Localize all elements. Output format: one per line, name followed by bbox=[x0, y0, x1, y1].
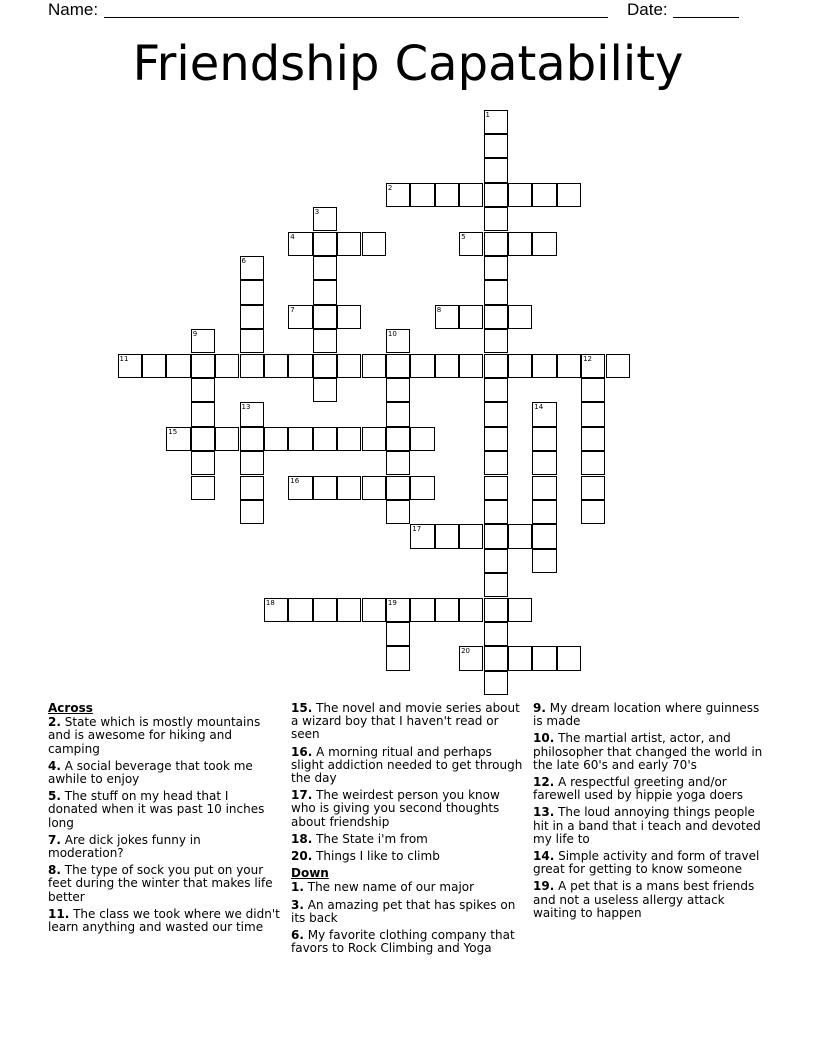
clue-number: 5 bbox=[461, 232, 466, 241]
grid-cell[interactable] bbox=[410, 598, 434, 622]
grid-cell[interactable] bbox=[581, 427, 605, 451]
grid-cell[interactable] bbox=[240, 451, 264, 475]
clue-number: 19. bbox=[533, 879, 555, 894]
clue-number: 14. bbox=[533, 849, 555, 864]
grid-cell[interactable] bbox=[288, 232, 312, 256]
grid-cell[interactable] bbox=[362, 427, 386, 451]
clue bbox=[291, 881, 527, 894]
grid-cell[interactable] bbox=[484, 329, 508, 353]
grid-cell[interactable] bbox=[410, 427, 434, 451]
clue-text: The stuff on my head that I donated when it was past 10 inches long bbox=[48, 789, 265, 830]
grid-cell[interactable] bbox=[313, 207, 337, 231]
grid-cell[interactable] bbox=[508, 305, 532, 329]
grid-cell[interactable] bbox=[459, 598, 483, 622]
grid-cell[interactable] bbox=[337, 476, 361, 500]
grid-cell[interactable] bbox=[240, 354, 264, 378]
grid-cell[interactable] bbox=[435, 354, 459, 378]
grid-cell[interactable] bbox=[508, 354, 532, 378]
grid-cell[interactable] bbox=[191, 329, 215, 353]
clue-column-3 bbox=[533, 702, 769, 924]
grid-cell[interactable] bbox=[484, 427, 508, 451]
grid-cell[interactable] bbox=[484, 451, 508, 475]
grid-cell[interactable] bbox=[532, 549, 556, 573]
grid-cell[interactable] bbox=[508, 646, 532, 670]
grid-cell[interactable] bbox=[557, 354, 581, 378]
grid-cell[interactable] bbox=[532, 427, 556, 451]
clue-number: 13. bbox=[533, 805, 555, 820]
grid-cell[interactable] bbox=[484, 280, 508, 304]
grid-cell[interactable] bbox=[532, 476, 556, 500]
grid-cell[interactable] bbox=[484, 158, 508, 182]
clue-number: 1 bbox=[485, 110, 490, 119]
grid-cell[interactable] bbox=[240, 476, 264, 500]
across-heading: Across bbox=[48, 701, 93, 715]
clue-text: The martial artist, actor, and philosopher that changed the world in the late 60's and early 70's bbox=[533, 731, 763, 772]
grid-cell[interactable] bbox=[337, 305, 361, 329]
grid-cell[interactable] bbox=[484, 378, 508, 402]
grid-cell[interactable] bbox=[142, 354, 166, 378]
clue bbox=[291, 899, 527, 925]
clue-number: 3 bbox=[314, 208, 320, 217]
grid-cell[interactable] bbox=[435, 524, 459, 548]
grid-cell[interactable] bbox=[410, 476, 434, 500]
grid-cell[interactable] bbox=[386, 378, 410, 402]
grid-cell[interactable] bbox=[484, 598, 508, 622]
down-heading: Down bbox=[291, 866, 329, 881]
grid-cell[interactable] bbox=[288, 305, 312, 329]
grid-cell[interactable] bbox=[435, 598, 459, 622]
clue-number: 15 bbox=[168, 427, 178, 436]
grid-cell[interactable] bbox=[508, 524, 532, 548]
grid-cell[interactable] bbox=[508, 598, 532, 622]
grid-cell[interactable] bbox=[313, 476, 337, 500]
grid-cell[interactable] bbox=[484, 549, 508, 573]
grid-cell[interactable] bbox=[459, 232, 483, 256]
grid-cell[interactable] bbox=[484, 207, 508, 231]
clue-number: 4 bbox=[290, 232, 295, 241]
grid-cell[interactable] bbox=[240, 427, 264, 451]
grid-cell[interactable] bbox=[313, 232, 337, 256]
grid-cell[interactable] bbox=[240, 305, 264, 329]
grid-cell[interactable] bbox=[166, 354, 190, 378]
grid-cell[interactable] bbox=[459, 305, 483, 329]
grid-cell[interactable] bbox=[313, 256, 337, 280]
clue-number: 11. bbox=[48, 906, 70, 921]
clue-number: 18 bbox=[265, 598, 275, 607]
clue-number: 2 bbox=[387, 183, 393, 192]
grid-cell[interactable] bbox=[313, 329, 337, 353]
clue bbox=[291, 702, 527, 742]
name-label: Name: bbox=[48, 0, 99, 19]
grid-cell[interactable] bbox=[288, 427, 312, 451]
grid-cell[interactable] bbox=[508, 232, 532, 256]
grid-cell[interactable] bbox=[459, 183, 483, 207]
grid-cell[interactable] bbox=[362, 232, 386, 256]
clue-text: A pet that is a mans best friends and not a useless allergy attack waiting to happen bbox=[533, 879, 755, 920]
clue-column-2 bbox=[291, 702, 527, 959]
clue-text: Things I like to climb bbox=[316, 849, 440, 864]
grid-cell[interactable] bbox=[386, 183, 410, 207]
clue-number: 18. bbox=[291, 831, 313, 846]
grid-cell[interactable] bbox=[337, 598, 361, 622]
grid-cell[interactable] bbox=[386, 451, 410, 475]
clue-number: 17. bbox=[291, 788, 313, 803]
grid-cell[interactable] bbox=[288, 476, 312, 500]
grid-cell[interactable] bbox=[532, 354, 556, 378]
clue-number: 16 bbox=[290, 476, 300, 485]
grid-cell[interactable] bbox=[484, 671, 508, 695]
grid-cell[interactable] bbox=[288, 598, 312, 622]
grid-cell[interactable] bbox=[557, 646, 581, 670]
grid-cell[interactable] bbox=[484, 622, 508, 646]
grid-cell[interactable] bbox=[532, 451, 556, 475]
page-title: Friendship Capatability bbox=[132, 36, 684, 92]
grid-cell[interactable] bbox=[313, 305, 337, 329]
grid-cell[interactable] bbox=[484, 256, 508, 280]
clue-text: A social beverage that took me awhile to enjoy bbox=[48, 758, 253, 787]
grid-cell[interactable] bbox=[264, 427, 288, 451]
grid-cell[interactable] bbox=[484, 646, 508, 670]
clue-text: The State i'm from bbox=[316, 831, 428, 846]
clue bbox=[48, 790, 280, 830]
grid-cell[interactable] bbox=[313, 598, 337, 622]
grid-cell[interactable] bbox=[386, 476, 410, 500]
clue bbox=[48, 760, 280, 786]
clue-text: My favorite clothing company that favors to Rock Climbing and Yoga bbox=[291, 928, 515, 956]
clue-number: 9. bbox=[533, 701, 546, 715]
grid-cell[interactable] bbox=[337, 354, 361, 378]
grid-cell[interactable] bbox=[240, 329, 264, 353]
clue-column-1 bbox=[48, 702, 280, 938]
grid-cell[interactable] bbox=[459, 354, 483, 378]
grid-cell[interactable] bbox=[191, 354, 215, 378]
grid-cell[interactable] bbox=[508, 183, 532, 207]
grid-cell[interactable] bbox=[435, 305, 459, 329]
clue bbox=[48, 716, 280, 756]
grid-cell[interactable] bbox=[386, 598, 410, 622]
clue-text: An amazing pet that has spikes on its back bbox=[291, 897, 516, 925]
clue-number: 11 bbox=[119, 354, 129, 363]
date-label: Date: bbox=[627, 0, 668, 19]
grid-cell[interactable] bbox=[191, 378, 215, 402]
clue-number: 10 bbox=[387, 330, 397, 339]
grid-cell[interactable] bbox=[532, 500, 556, 524]
clue-text: My dream location where guinness is made bbox=[533, 701, 760, 729]
clue-number: 20 bbox=[461, 647, 471, 656]
grid-cell[interactable] bbox=[484, 524, 508, 548]
clue-text: A respectful greeting and/or farewell used by hippie yoga doers bbox=[533, 775, 743, 803]
clue bbox=[533, 732, 769, 772]
grid-cell[interactable] bbox=[191, 427, 215, 451]
clue-number: 12 bbox=[583, 354, 593, 363]
grid-cell[interactable] bbox=[240, 256, 264, 280]
clue bbox=[533, 702, 769, 728]
grid-cell[interactable] bbox=[337, 427, 361, 451]
grid-cell[interactable] bbox=[532, 524, 556, 548]
clue-number: 9 bbox=[192, 330, 198, 339]
clue-number: 4. bbox=[48, 758, 61, 773]
clue-number: 16. bbox=[291, 744, 313, 759]
grid-cell[interactable] bbox=[118, 354, 142, 378]
clue-number: 5. bbox=[48, 789, 61, 804]
clue bbox=[533, 880, 769, 920]
grid-cell[interactable] bbox=[362, 476, 386, 500]
grid-cell[interactable] bbox=[240, 402, 264, 426]
clue-number: 20. bbox=[291, 849, 313, 864]
clue bbox=[291, 789, 527, 829]
grid-cell[interactable] bbox=[264, 354, 288, 378]
clue bbox=[533, 806, 769, 846]
grid-cell[interactable] bbox=[240, 500, 264, 524]
clue-text: A morning ritual and perhaps slight addiction needed to get through the day bbox=[291, 744, 523, 786]
clue-number: 14 bbox=[534, 403, 544, 412]
clue-text: State which is mostly mountains and is awesome for hiking and camping bbox=[48, 715, 261, 756]
clue-number: 7 bbox=[290, 305, 295, 314]
grid-cell[interactable] bbox=[191, 451, 215, 475]
grid-cell[interactable] bbox=[191, 476, 215, 500]
grid-cell[interactable] bbox=[386, 646, 410, 670]
grid-cell[interactable] bbox=[386, 622, 410, 646]
grid-cell[interactable] bbox=[459, 646, 483, 670]
grid-cell[interactable] bbox=[459, 524, 483, 548]
grid-cell[interactable] bbox=[484, 402, 508, 426]
grid-cell[interactable] bbox=[484, 134, 508, 158]
clue bbox=[291, 929, 527, 955]
grid-cell[interactable] bbox=[532, 646, 556, 670]
grid-cell[interactable] bbox=[386, 329, 410, 353]
grid-cell[interactable] bbox=[386, 354, 410, 378]
clue bbox=[48, 908, 280, 934]
clue-number: 17 bbox=[412, 525, 422, 534]
clue-text: The new name of our major bbox=[307, 880, 475, 895]
grid-cell[interactable] bbox=[410, 183, 434, 207]
clue-text: The type of sock you put on your feet during the winter that makes life better bbox=[48, 863, 273, 904]
grid-cell[interactable] bbox=[484, 354, 508, 378]
grid-cell[interactable] bbox=[313, 378, 337, 402]
clue-number: 12. bbox=[533, 775, 555, 790]
grid-cell[interactable] bbox=[484, 110, 508, 134]
grid-cell[interactable] bbox=[581, 378, 605, 402]
grid-cell[interactable] bbox=[484, 500, 508, 524]
clue-number: 6 bbox=[241, 256, 246, 265]
grid-cell[interactable] bbox=[386, 500, 410, 524]
grid-cell[interactable] bbox=[313, 427, 337, 451]
grid-cell[interactable] bbox=[215, 354, 239, 378]
grid-cell[interactable] bbox=[362, 354, 386, 378]
clue-text: The class we took where we didn't learn anything and wasted our time bbox=[48, 906, 280, 935]
grid-cell[interactable] bbox=[362, 598, 386, 622]
grid-cell[interactable] bbox=[386, 427, 410, 451]
grid-cell[interactable] bbox=[581, 451, 605, 475]
grid-cell[interactable] bbox=[606, 354, 630, 378]
grid-cell[interactable] bbox=[386, 402, 410, 426]
grid-cell[interactable] bbox=[532, 183, 556, 207]
clue bbox=[291, 833, 527, 846]
clue bbox=[291, 746, 527, 786]
grid-cell[interactable] bbox=[581, 402, 605, 426]
grid-cell[interactable] bbox=[313, 354, 337, 378]
grid-cell[interactable] bbox=[581, 476, 605, 500]
grid-cell[interactable] bbox=[484, 183, 508, 207]
clue-text: The weirdest person you know who is giving you second thoughts about friendship bbox=[291, 788, 500, 829]
grid-cell[interactable] bbox=[337, 232, 361, 256]
clue-number: 8 bbox=[436, 305, 442, 314]
grid-cell[interactable] bbox=[410, 524, 434, 548]
clue bbox=[48, 834, 280, 860]
grid-cell[interactable] bbox=[410, 354, 434, 378]
clue-number: 7. bbox=[48, 832, 61, 847]
grid-cell[interactable] bbox=[557, 183, 581, 207]
grid-cell[interactable] bbox=[581, 500, 605, 524]
clue bbox=[48, 864, 280, 904]
grid-cell[interactable] bbox=[288, 354, 312, 378]
grid-cell[interactable] bbox=[435, 183, 459, 207]
grid-cell[interactable] bbox=[240, 280, 264, 304]
clue-number: 13 bbox=[241, 403, 251, 412]
clue-text: The novel and movie series about a wizard boy that I haven't read or seen bbox=[291, 701, 520, 742]
grid-cell[interactable] bbox=[581, 354, 605, 378]
clue bbox=[533, 850, 769, 876]
clue-number: 1. bbox=[291, 880, 304, 895]
clue-number: 6. bbox=[291, 928, 304, 943]
clue-number: 3. bbox=[291, 897, 304, 912]
clue-number: 2. bbox=[48, 715, 61, 730]
clue-text: Simple activity and form of travel great for getting to know someone bbox=[533, 849, 760, 877]
clue-number: 19 bbox=[387, 598, 397, 607]
grid-cell[interactable] bbox=[484, 232, 508, 256]
grid-cell[interactable] bbox=[264, 598, 288, 622]
clue-number: 10. bbox=[533, 731, 555, 746]
clue bbox=[533, 776, 769, 802]
grid-cell[interactable] bbox=[532, 402, 556, 426]
clue-text: The loud annoying things people hit in a band that i teach and devoted my life to bbox=[533, 805, 761, 846]
grid-cell[interactable] bbox=[166, 427, 190, 451]
clue bbox=[291, 850, 527, 863]
grid-cell[interactable] bbox=[215, 427, 239, 451]
clue-text: Are dick jokes funny in moderation? bbox=[48, 832, 201, 861]
clue-number: 15. bbox=[291, 701, 313, 715]
grid-cell[interactable] bbox=[484, 305, 508, 329]
grid-cell[interactable] bbox=[484, 476, 508, 500]
grid-cell[interactable] bbox=[313, 280, 337, 304]
grid-cell[interactable] bbox=[191, 402, 215, 426]
clue-number: 8. bbox=[48, 863, 61, 878]
grid-cell[interactable] bbox=[484, 573, 508, 597]
grid-cell[interactable] bbox=[532, 232, 556, 256]
